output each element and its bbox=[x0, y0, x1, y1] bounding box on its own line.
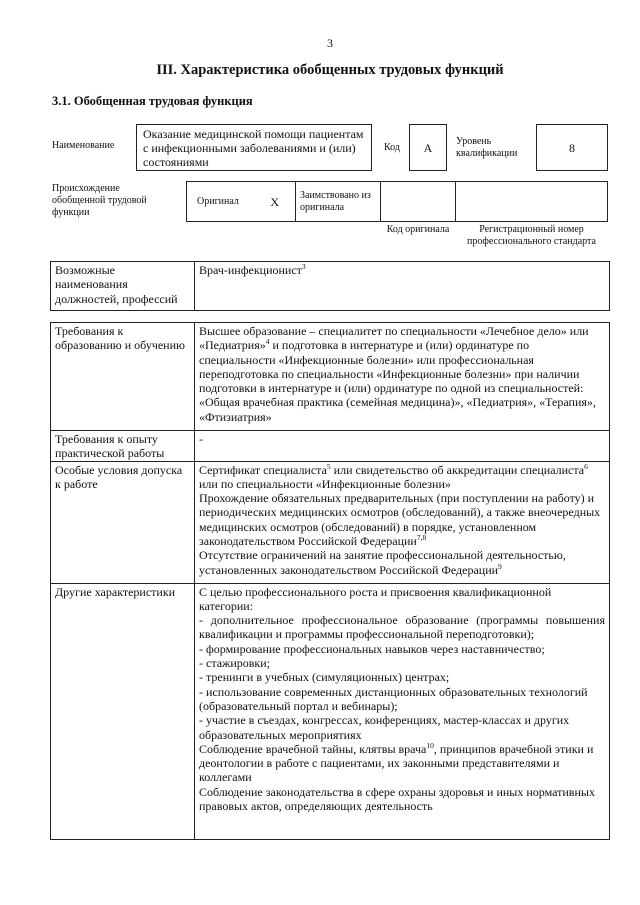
level-value: 8 bbox=[569, 140, 575, 155]
experience-value: - bbox=[195, 431, 610, 462]
table-row bbox=[51, 431, 610, 462]
conditions-value: Сертификат специалиста$^5$ или свидетельство об аккредитации специалиста$^6$ или по специальности «Инфекционные болезни» Прохождение обязательных предварительных (при поступлении на работу) и периодических медицинских осмотров (обследований), а также внеочередных медицинских осмотров (обследований) в порядке, установленном законодательством Российской Федерации$^{7,8}$ Отсутствие ограничений на занятие профессиональной деятельностью, установленных законодательством Российской Федерации$^9$ bbox=[195, 461, 610, 583]
other-label: Другие характеристики bbox=[51, 583, 195, 839]
function-name-value: Оказание медицинской помощи пациентам с инфекционными заболеваниями и (или) состояниями bbox=[143, 127, 364, 169]
code-label: Код bbox=[384, 142, 400, 153]
positions-value: Врач-инфекционист$^3$ bbox=[195, 262, 610, 311]
name-label: Наименование bbox=[52, 140, 115, 151]
original-mark: X bbox=[270, 194, 279, 209]
table-row bbox=[51, 583, 610, 839]
code-field bbox=[409, 124, 447, 171]
origin-label: Происхождение обобщенной трудовой функции bbox=[52, 183, 147, 218]
code-value: А bbox=[423, 140, 433, 155]
positions-table bbox=[50, 261, 610, 311]
subsection-title: 3.1. Обобщенная трудовая функция bbox=[52, 94, 253, 108]
origin-code-cell bbox=[380, 181, 456, 222]
level-label: Уровень квалификации bbox=[456, 136, 518, 159]
footnote-3: 3 bbox=[301, 262, 306, 271]
level-field bbox=[536, 124, 608, 171]
table-row bbox=[51, 461, 610, 583]
original-label: Оригинал bbox=[197, 195, 239, 207]
borrowed-label: Заимствовано из оригинала bbox=[300, 190, 371, 213]
education-label: Требования к образованию и обучению bbox=[51, 323, 195, 431]
education-value: Высшее образование – специалитет по специальности «Лечебное дело» или «Педиатрия»$^4$ и подготовка в интернатуре и (или) ординатуре по специальности «Инфекционные болезни» или профессиональная переподготовка по специальности «Инфекционные болезни» при наличии подготовки в интернатуре и (или) ординатуре по одной из специальностей: «Общая врачебная практика (семейная медицина)», «Педиатрия», «Терапия», «Фтизиатрия» bbox=[195, 323, 610, 431]
requirements-table bbox=[50, 322, 610, 840]
origin-code-caption: Код оригинала bbox=[386, 224, 450, 235]
page-number: 3 bbox=[327, 36, 333, 50]
registration-number-cell bbox=[455, 181, 608, 222]
section-title: III. Характеристика обобщенных трудовых функций bbox=[156, 62, 504, 78]
other-value: С целью профессионального роста и присвоения квалификационной категории: - дополнительное профессиональное образование (программы повышения квалификации и программы профессиональной переподготовки); - формирование профессиональных навыков через наставничество; - стажировки; - тренинги в учебных (симуляционных) центрах; - использование современных дистанционных образовательных технологий (образовательный портал и вебинары); - участие в съездах, конгрессах, конференциях, мастер-классах и других образовательных мероприятиях Соблюдение врачебной тайны, клятвы врача$^{10}$, принципов врачебной этики и деонтологии в работе с пациентами, их законными представителями и коллегами Соблюдение законодательства в сфере охраны здоровья и иных нормативных правовых актов, определяющих деятельность bbox=[195, 583, 610, 839]
function-name-field bbox=[136, 124, 372, 171]
positions-label: Возможные наименования должностей, профессий bbox=[51, 262, 195, 311]
registration-number-caption: Регистрационный номер профессионального стандарта bbox=[467, 224, 596, 247]
table-row bbox=[51, 323, 610, 431]
original-cell bbox=[186, 181, 296, 222]
borrowed-cell bbox=[295, 181, 381, 222]
experience-label: Требования к опыту практической работы bbox=[51, 431, 195, 462]
conditions-label: Особые условия допуска к работе bbox=[51, 461, 195, 583]
